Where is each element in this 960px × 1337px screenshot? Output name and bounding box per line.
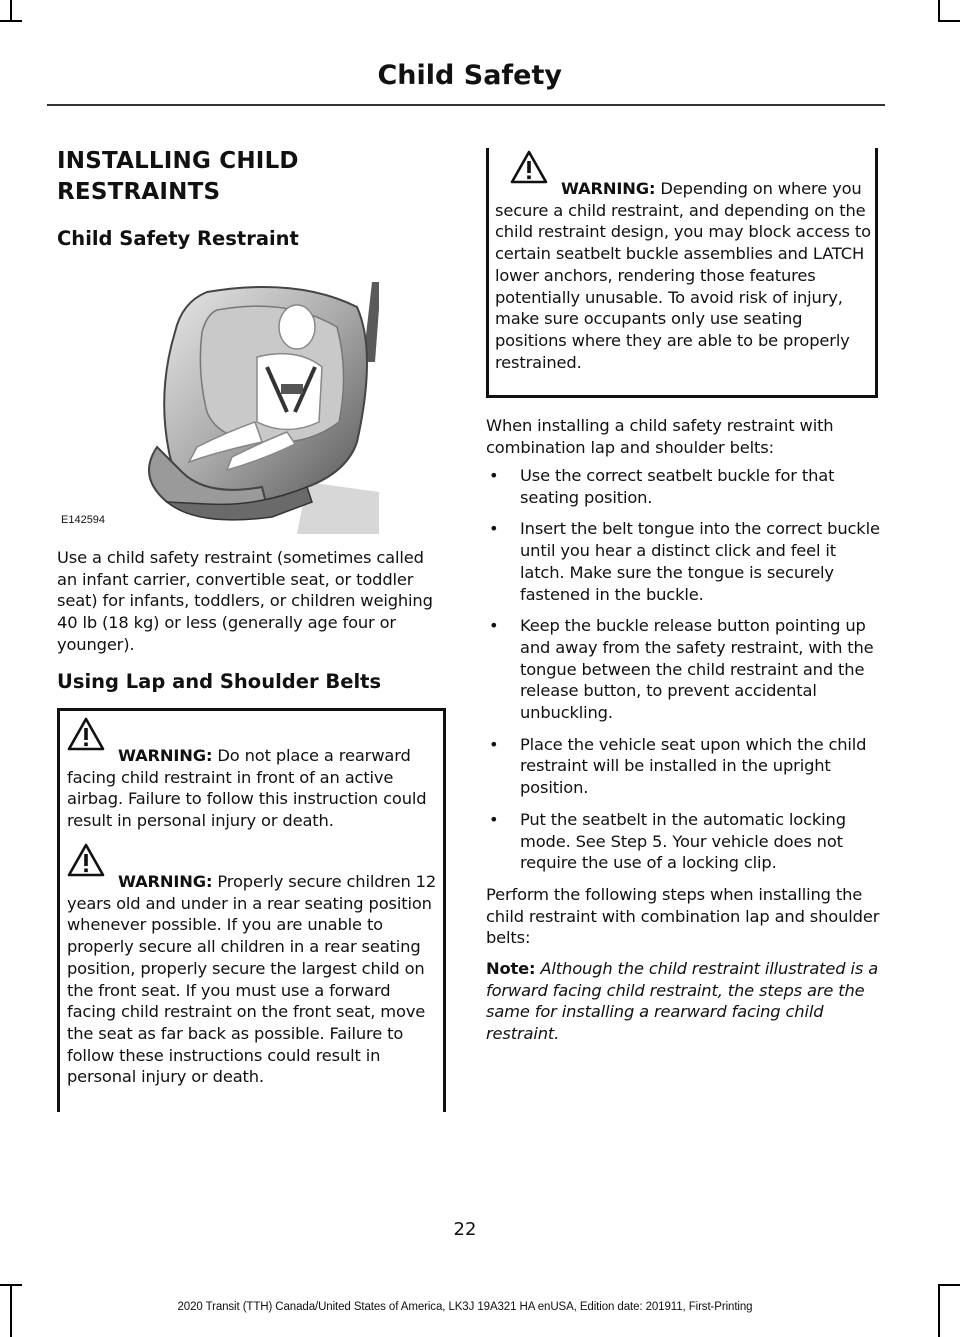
crop-mark [938, 20, 960, 22]
subheading-child-safety-restraint: Child Safety Restraint [57, 227, 299, 250]
page-number: 22 [453, 1219, 477, 1240]
bullet-glyph: • [489, 519, 499, 539]
page-footer: 2020 Transit (TTH) Canada/United States of America, LK3J 19A321 HA enUSA, Edition date: 201911, First-Printing [177, 1301, 753, 1313]
warning-rear-seating [67, 871, 439, 1088]
warning-label: WARNING: [118, 746, 213, 765]
crop-mark [0, 1284, 22, 1286]
warning-triangle-icon [510, 150, 548, 184]
warning-text: Do not place a rearward facing child restraint in front of an active airbag. Failure to follow this instruction could result in personal injury or death. [67, 746, 427, 831]
figure-id: E142594 [61, 514, 106, 526]
list-item [486, 465, 880, 508]
section-title: INSTALLING CHILD RESTRAINTS [57, 148, 299, 205]
bullet-glyph: • [489, 466, 499, 485]
subheading-lap-shoulder: Using Lap and Shoulder Belts [57, 670, 382, 693]
header-rule [47, 104, 885, 106]
warning-text: Depending on where you secure a child restraint, and depending on the child restraint design, you may block access to certain seatbelt buckle assemblies and LATCH lower anchors, rendering those features potentially unusable. To avoid risk of injury, make sure occupants only use seating positions where they are able to be properly restrained. [495, 179, 871, 372]
warning-triangle-icon [67, 843, 105, 877]
list-item-text: Keep the buckle release button pointing up and away from the safety restraint, with the tongue between the child restraint and the release button, to prevent accidental unbuckling. [520, 616, 874, 723]
list-item [486, 734, 880, 799]
list-item-text: Insert the belt tongue into the correct buckle until you hear a distinct click and feel it latch. Make sure the tongue is securely fastened in the buckle. [520, 519, 880, 604]
crop-mark [10, 0, 12, 22]
list-item-text: Place the vehicle seat upon which the child restraint will be installed in the upright position. [520, 734, 867, 798]
list-item [486, 615, 880, 724]
note-text: Although the child restraint illustrated is a forward facing child restraint, the steps are the same for installing a rearward facing child restraint. [486, 959, 879, 1044]
list-item-text: Use the correct seatbelt buckle for that seating position. [520, 466, 835, 507]
note [486, 958, 880, 1045]
warning-triangle-icon [67, 717, 105, 751]
list-item [486, 809, 880, 874]
warning-label: WARNING: [118, 872, 213, 891]
bullet-glyph: • [489, 616, 499, 636]
warning-label: WARNING: [561, 179, 656, 198]
warning-box-right [486, 148, 878, 398]
installation-bullet-list [486, 465, 880, 884]
child-seat-illustration [57, 272, 379, 534]
crop-mark [938, 0, 940, 22]
list-item [486, 518, 880, 605]
warning-buckle-access [495, 178, 871, 373]
bullet-glyph: • [489, 734, 499, 754]
bullet-glyph: • [489, 809, 499, 829]
note-label: Note: [486, 959, 536, 978]
lap-shoulder-intro: When installing a child safety restraint with combination lap and shoulder belts: [486, 416, 834, 457]
crop-mark [0, 20, 22, 22]
warning-airbag [67, 745, 439, 832]
crop-mark [938, 1284, 960, 1286]
list-item-text: Put the seatbelt in the automatic locking mode. See Step 5. Your vehicle does not require the use of a locking clip. [520, 809, 846, 873]
crop-mark [938, 1284, 940, 1337]
child-restraint-description: Use a child safety restraint (sometimes called an infant carrier, convertible seat, or toddler seat) for infants, toddlers, or children weighing 40 lb (18 kg) or less (generally age four or younger). [57, 548, 433, 654]
warning-text: Properly secure children 12 years old and under in a rear seating position whenever possible. If you are unable to properly secure all children in a rear seating position, properly secure the largest child on the front seat. If you must use a forward facing child restraint on the front seat, move the seat as far back as possible. Failure to follow these instructions could result in personal injury or death. [67, 872, 437, 1087]
page-header-title: Child Safety [377, 60, 562, 91]
steps-intro: Perform the following steps when installing the child restraint with combination lap and shoulder belts: [486, 885, 880, 948]
warning-box-left [57, 708, 446, 1112]
